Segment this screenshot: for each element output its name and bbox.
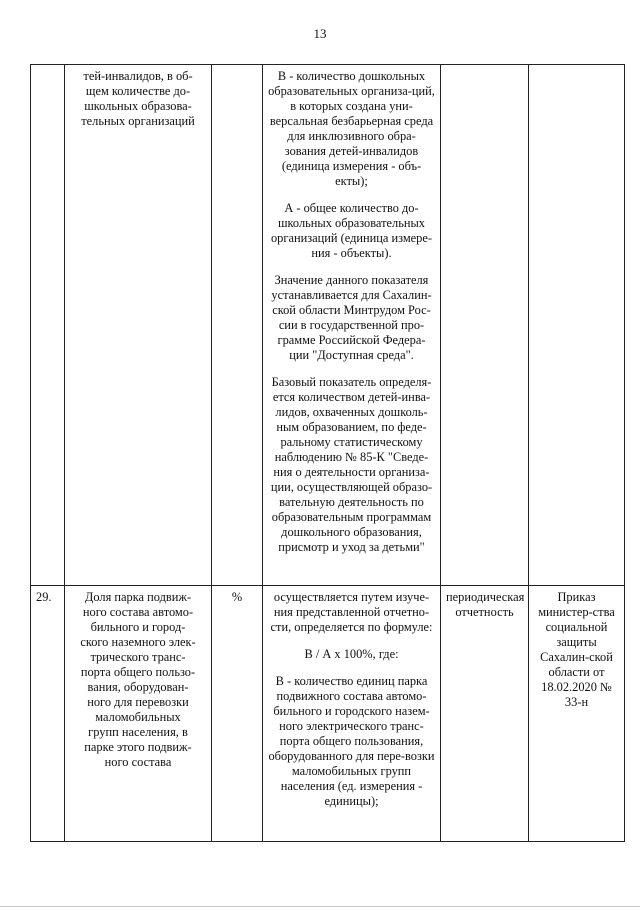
cell-indicator-name bbox=[65, 65, 212, 586]
method-paragraph: Значение данного показателя устанавливается для Сахалин-ской области Минтрудом Рос-сии в государственной про-грамме Российской Федера-ции "Доступная среда". bbox=[271, 273, 432, 362]
method-paragraph: Базовый показатель определя-ется количеством детей-инва-лидов, охваченных дошколь-ным образованием, по феде-ральному статистическому наблюдению № 85-К "Сведе-ния о деятельности организа-ции, осуществляющей образо-вательную деятельность по образовательным программам дошкольного образования, присмотр и уход за детьми" bbox=[270, 375, 433, 554]
cell-periodicity: периодическая отчетность bbox=[441, 586, 529, 842]
method-intro: осуществляется путем изуче-ния представленной отчетно-сти, определяется по формуле: bbox=[270, 590, 433, 634]
method-paragraph: А - общее количество до-школьных образовательных организаций (единица измере-ния - объекты). bbox=[270, 201, 433, 260]
cell-method bbox=[263, 586, 441, 842]
cell-unit: % bbox=[212, 586, 263, 842]
page-number: 13 bbox=[313, 26, 327, 41]
cell-basis: Приказ министер-ства социальной защиты Сахалин-ской области от 18.02.2020 № 33-н bbox=[529, 586, 625, 842]
cell-indicator-name bbox=[65, 586, 212, 842]
indicator-table bbox=[30, 64, 625, 842]
method-paragraph: В - количество дошкольных образовательных организа-ций, в которых создана уни-версальная безбарьерная среда для инклюзивного обра-зования детей-инвалидов (единица измерения - объ-екты); bbox=[268, 69, 435, 188]
indicator-name-text: тей-инвалидов, в об- щем количестве до- школьных образова- тельных организаций bbox=[81, 69, 195, 128]
cell-number: 29. bbox=[31, 586, 65, 842]
cell-number bbox=[31, 65, 65, 586]
cell-method bbox=[263, 65, 441, 586]
indicator-name-text: Доля парка подвиж- ного состава автомо- бильного и город- ского наземного элек- трического транс- порта общего пользо- вания, оборудован- ного для перевозки маломобильных групп населения, в парке этого подвиж- ного состава bbox=[80, 590, 196, 769]
table-row bbox=[31, 586, 625, 842]
cell-unit bbox=[212, 65, 263, 586]
cell-periodicity bbox=[441, 65, 529, 586]
cell-basis bbox=[529, 65, 625, 586]
method-paragraph: В - количество единиц парка подвижного состава автомо-бильного и городского назем-ного электрического транс-порта общего пользования, оборудованного для пере-возки маломобильных групп населения (ед. измерения - единицы); bbox=[268, 674, 435, 808]
page-bottom-edge bbox=[0, 906, 640, 907]
formula: В / А х 100%, где: bbox=[304, 647, 399, 661]
table-row bbox=[31, 65, 625, 586]
